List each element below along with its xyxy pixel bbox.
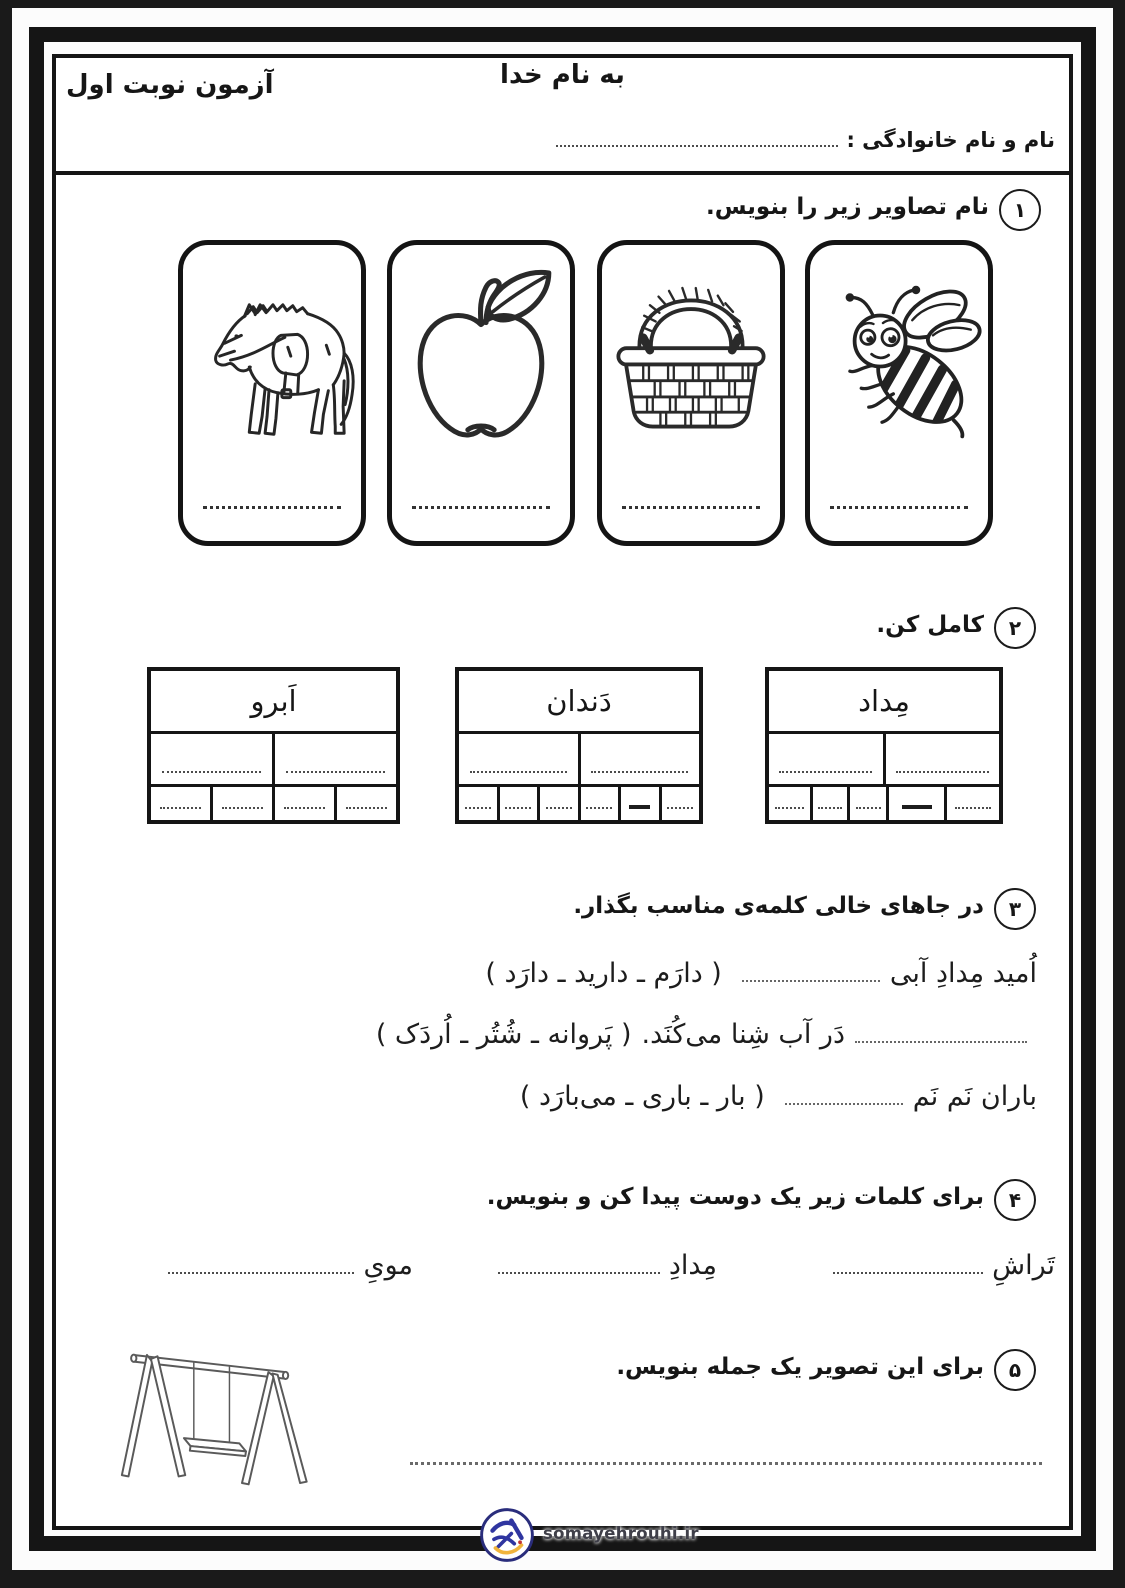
q1-answer-line bbox=[622, 506, 760, 509]
q1-answer-line bbox=[830, 506, 968, 509]
blank-line bbox=[856, 807, 881, 809]
q1-answer-line bbox=[203, 506, 341, 509]
blank-line bbox=[286, 771, 385, 773]
table-word: دَندان bbox=[459, 671, 699, 734]
blank-line bbox=[162, 771, 261, 773]
q2-number: ۲ bbox=[1008, 616, 1022, 640]
q4-word-muy bbox=[168, 1250, 413, 1281]
site-logo-icon bbox=[478, 1506, 536, 1564]
blank-line bbox=[498, 1272, 660, 1274]
blank-line bbox=[785, 1103, 903, 1105]
blank-line bbox=[465, 807, 491, 809]
blank-line bbox=[168, 1272, 354, 1274]
word-text: تَراشِ bbox=[992, 1250, 1055, 1281]
table-syllable-row bbox=[459, 734, 699, 787]
table-word: اَبرو bbox=[151, 671, 396, 734]
q4-number: ۴ bbox=[1008, 1188, 1022, 1212]
picture-card-horse bbox=[178, 240, 366, 546]
q5-prompt: برای این تصویر یک جمله بنویس. bbox=[616, 1354, 984, 1380]
solid-letter-line bbox=[629, 805, 650, 809]
word-text: مویِ bbox=[363, 1250, 413, 1281]
q4-prompt: برای کلمات زیر یک دوست پیدا کن و بنویس. bbox=[486, 1184, 984, 1210]
completion-table-abru bbox=[147, 667, 400, 824]
table-letter-row bbox=[151, 787, 396, 820]
q1-number-badge bbox=[999, 189, 1041, 231]
swing-icon bbox=[110, 1333, 308, 1505]
blank-line bbox=[667, 807, 693, 809]
sentence-text: اُمید مِدادِ آبی bbox=[889, 958, 1037, 989]
apple-icon bbox=[395, 255, 567, 465]
q3-line-2 bbox=[376, 1019, 1037, 1050]
word-options: ( بار ـ باری ـ می‌بارَد ) bbox=[519, 1081, 765, 1112]
q3-number: ۳ bbox=[1008, 897, 1022, 921]
solid-letter-line bbox=[902, 805, 932, 809]
blank-line bbox=[779, 771, 872, 773]
word-options: ( دارَم ـ دارید ـ دارَد ) bbox=[485, 958, 722, 989]
name-label: نام و نام خانوادگی : bbox=[846, 128, 1055, 152]
picture-card-apple bbox=[387, 240, 575, 546]
site-url-label: somayehrouhi.ir bbox=[543, 1524, 699, 1543]
blank-line bbox=[586, 807, 612, 809]
picture-card-basket bbox=[597, 240, 785, 546]
picture-card-bee bbox=[805, 240, 993, 546]
basket-icon bbox=[605, 267, 777, 439]
q1-prompt: نام تصاویر زیر را بنویس. bbox=[706, 194, 989, 220]
q2-number-badge bbox=[994, 607, 1036, 649]
q4-word-medad bbox=[498, 1250, 717, 1281]
blank-line bbox=[955, 807, 992, 809]
word-options: ( پَروانه ـ شُتُر ـ اُردَک ) bbox=[375, 1019, 632, 1050]
blank-line bbox=[742, 980, 880, 982]
q3-number-badge bbox=[994, 888, 1036, 930]
bee-icon bbox=[814, 273, 984, 443]
table-letter-row bbox=[459, 787, 699, 820]
blank-line bbox=[346, 807, 387, 809]
bismillah-title: به نام خدا bbox=[500, 60, 625, 90]
blank-line bbox=[222, 807, 263, 809]
q3-line-3 bbox=[520, 1081, 1037, 1112]
blank-line bbox=[160, 807, 201, 809]
blank-line bbox=[833, 1272, 983, 1274]
word-text: مِدادِ bbox=[668, 1250, 717, 1281]
q2-prompt: کامل کن. bbox=[876, 612, 984, 638]
table-syllable-row bbox=[769, 734, 999, 787]
q5-number: ۵ bbox=[1008, 1358, 1022, 1382]
q1-number: ۱ bbox=[1013, 198, 1027, 222]
blank-line bbox=[505, 807, 531, 809]
sentence-text: باران نَم نَم bbox=[912, 1081, 1037, 1112]
blank-line bbox=[284, 807, 325, 809]
blank-line bbox=[855, 1041, 1027, 1043]
q5-number-badge bbox=[994, 1349, 1036, 1391]
completion-table-dandan bbox=[455, 667, 703, 824]
q1-answer-line bbox=[412, 506, 550, 509]
q4-word-tarash bbox=[833, 1250, 1055, 1281]
completion-table-medad bbox=[765, 667, 1003, 824]
table-letter-row bbox=[769, 787, 999, 820]
exam-term-label: آزمون نوبت اول bbox=[66, 70, 274, 100]
q3-line-1 bbox=[485, 958, 1037, 989]
blank-line bbox=[591, 771, 688, 773]
name-blank-line bbox=[556, 145, 838, 147]
q4-number-badge bbox=[994, 1179, 1036, 1221]
horse-icon bbox=[188, 285, 356, 453]
table-word: مِداد bbox=[769, 671, 999, 734]
blank-line bbox=[546, 807, 572, 809]
header-divider bbox=[56, 171, 1069, 175]
sentence-text: دَر آب شِنا می‌کُنَد. bbox=[641, 1019, 845, 1050]
q3-prompt: در جاهای خالی کلمه‌ی مناسب بگذار. bbox=[573, 893, 984, 919]
blank-line bbox=[470, 771, 567, 773]
q5-answer-line bbox=[410, 1438, 1042, 1465]
blank-line bbox=[818, 807, 842, 809]
blank-line bbox=[775, 807, 804, 809]
table-syllable-row bbox=[151, 734, 396, 787]
student-name-row bbox=[556, 128, 1055, 152]
blank-line bbox=[896, 771, 989, 773]
